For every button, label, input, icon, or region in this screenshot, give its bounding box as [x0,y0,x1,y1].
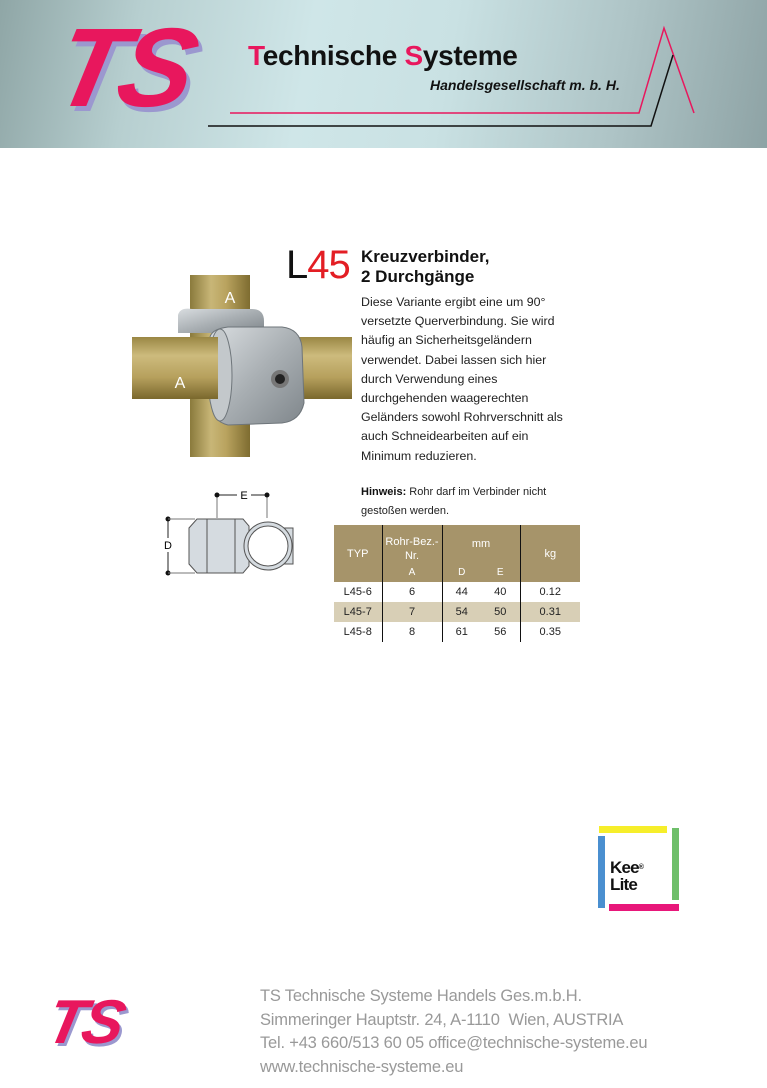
ts-logo: TS [44,5,203,130]
header-e: E [481,563,520,582]
photo-label-horizontal: A [174,375,186,392]
footer-ts-logo: TS [40,988,129,1057]
technical-drawing [155,488,295,583]
header-kg: kg [520,525,580,582]
header-banner [0,0,767,148]
footer-contact-line: Tel. +43 660/513 60 05 office@technische-systeme.eu [260,1034,648,1052]
note: Hinweis: Rohr darf im Verbinder nicht gestoßen werden. [361,486,547,517]
footer-website: www.technische-systeme.eu [260,1057,464,1076]
product-code: L45 [286,243,350,287]
footer-contact [260,985,647,1079]
header-rohr: Rohr-Bez.- Nr. [382,525,442,563]
table-row: L45-8 8 61 56 0.35 [334,622,580,642]
header-a: A [382,563,442,582]
footer-company: TS Technische Systeme Handels Ges.m.b.H. [260,987,582,1005]
table-row: L45-7 7 54 50 0.31 [334,602,580,622]
spec-table [334,525,580,642]
dimension-d-label: D [164,540,172,552]
dimension-e-label: E [240,490,248,502]
photo-label-vertical: A [224,290,236,307]
product-photo [132,275,352,457]
product-title: Kreuzverbinder, 2 Durchgänge [361,247,490,286]
header-d: D [442,563,481,582]
product-description: Diese Variante ergibt eine um 90° versetzte Querverbindung. Sie wird häufig an Sicherheitsgeländern verwendet. Dabei lassen sich hier durch Verwendung eines durchgehenden waagerechten Geländers sowohl Rohrverschnitt als auch Schneidearbeiten auf ein Minimum reduzieren. [361,295,563,463]
keelite-logo: Kee® Lite [597,826,683,912]
table-row: L45-6 6 44 40 0.12 [334,582,580,602]
company-subtitle: Handelsgesellschaft m. b. H. [430,77,620,93]
footer-address: Simmeringer Hauptstr. 24, A-1110 Wien, AUSTRIA [260,1010,624,1029]
header-typ: TYP [334,525,382,582]
header-mm: mm [442,525,520,563]
company-title: Technische Systeme [248,40,518,71]
